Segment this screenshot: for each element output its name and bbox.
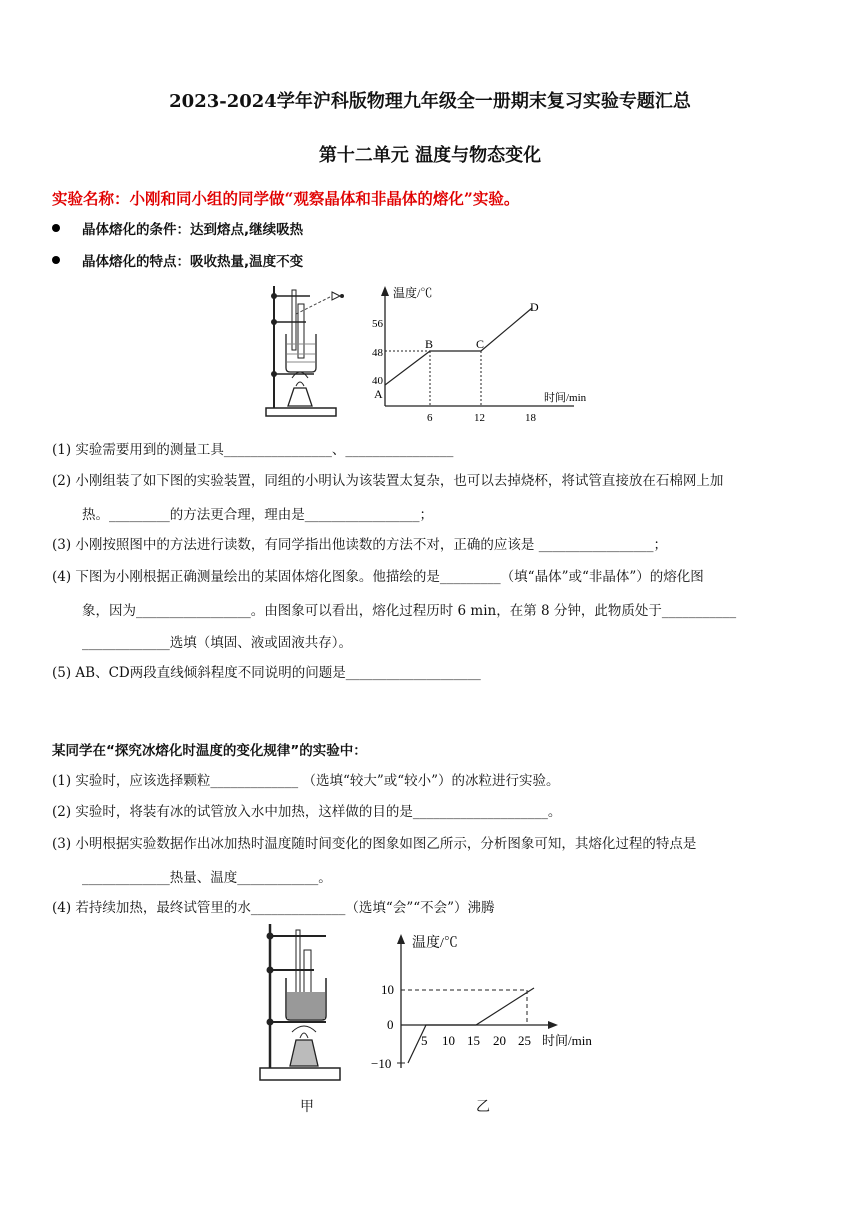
y-tick-label: 10 <box>381 982 394 997</box>
bullet-dot-icon <box>52 256 60 264</box>
apparatus-figure-2 <box>256 920 346 1090</box>
bullet-dot-icon <box>52 224 60 232</box>
bullet-item <box>52 218 303 238</box>
x-tick-label: 10 <box>442 1033 455 1048</box>
question-4-continued: _____________选填（填固、液或固液共存）。 <box>82 635 352 651</box>
figure-caption-left: 甲 <box>300 1099 314 1115</box>
y-tick-label: −10 <box>371 1056 392 1071</box>
x-tick-label: 25 <box>518 1033 531 1048</box>
y-axis-label: 温度/℃ <box>393 286 433 300</box>
question-4: (4) 若持续加热，最终试管里的水______________（选填“会”“不会”）沸腾 <box>52 900 495 916</box>
x-tick-label: 18 <box>525 412 536 424</box>
question-2-continued: 热。_________的方法更合理，理由是_________________； <box>82 507 433 523</box>
x-tick-label: 12 <box>474 412 485 424</box>
bullet-text: 晶体熔化的条件：达到熔点,继续吸热 <box>82 222 304 238</box>
y-tick-label: 0 <box>387 1017 394 1032</box>
y-tick-label: 48 <box>372 347 383 359</box>
apparatus-figure-1 <box>262 282 352 422</box>
bullet-item <box>52 250 303 270</box>
point-label: D <box>530 300 539 314</box>
question-2: (2) 小刚组装了如下图的实验装置，同组的小明认为该装置太复杂，也可以去掉烧杯，将试管直接放在石棉网上加 <box>52 473 724 489</box>
series-line <box>385 308 532 385</box>
x-axis-arrow-icon <box>548 1021 558 1029</box>
x-tick-label: 5 <box>421 1033 428 1048</box>
y-tick-label: 56 <box>372 318 383 330</box>
question-4: (4) 下图为小刚根据正确测量绘出的某固体熔化图象。他描绘的是_________（填“晶体”或“非晶体”）的熔化图 <box>52 569 704 585</box>
y-axis-label: 温度/℃ <box>412 936 458 951</box>
point-label: C <box>476 337 485 351</box>
question-3-continued: _____________热量、温度____________。 <box>82 870 332 886</box>
y-tick-label: 40 <box>372 375 383 387</box>
section-heading: 某同学在“探究冰熔化时温度的变化规律”的实验中： <box>52 743 367 759</box>
question-1: (1) 实验需要用到的测量工具________________、________________ <box>52 442 454 458</box>
melting-chart-2 <box>362 928 612 1078</box>
point-label: B <box>425 337 434 351</box>
experiment-name: 实验名称：小刚和同小组的同学做“观察晶体和非晶体的熔化”实验。 <box>52 189 520 208</box>
question-4-continued: 象，因为_________________。由图象可以看出，熔化过程历时 6 min，在第 8 分钟，此物质处于___________ <box>82 603 737 619</box>
melting-chart-1 <box>364 278 604 426</box>
x-axis-label: 时间/min <box>542 1033 592 1048</box>
x-axis-label: 时间/min <box>544 392 587 404</box>
document-title: 2023-2024学年沪科版物理九年级全一册期末复习实验专题汇总 <box>169 91 691 112</box>
bullet-text: 晶体熔化的特点：吸收热量,温度不变 <box>82 254 304 270</box>
point-label: A <box>374 387 383 401</box>
question-2: (2) 实验时，将装有冰的试管放入水中加热，这样做的目的是____________________。 <box>52 804 562 820</box>
figure-caption-right: 乙 <box>476 1099 490 1115</box>
question-3: (3) 小明根据实验数据作出冰加热时温度随时间变化的图象如图乙所示，分析图象可知，其熔化过程的特点是 <box>52 836 697 852</box>
question-1: (1) 实验时，应该选择颗粒_____________ （选填“较大”或“较小”）的冰粒进行实验。 <box>52 773 560 789</box>
y-axis-arrow-icon <box>381 286 389 296</box>
x-tick-label: 20 <box>493 1033 506 1048</box>
x-tick-label: 15 <box>467 1033 480 1048</box>
question-5: (5) AB、CD两段直线倾斜程度不同说明的问题是____________________ <box>52 665 481 681</box>
unit-title: 第十二单元 温度与物态变化 <box>318 145 542 166</box>
x-tick-label: 6 <box>427 412 433 424</box>
question-3: (3) 小刚按照图中的方法进行读数，有同学指出他读数的方法不对，正确的应该是 _________________； <box>52 537 667 553</box>
y-axis-arrow-icon <box>397 934 405 944</box>
